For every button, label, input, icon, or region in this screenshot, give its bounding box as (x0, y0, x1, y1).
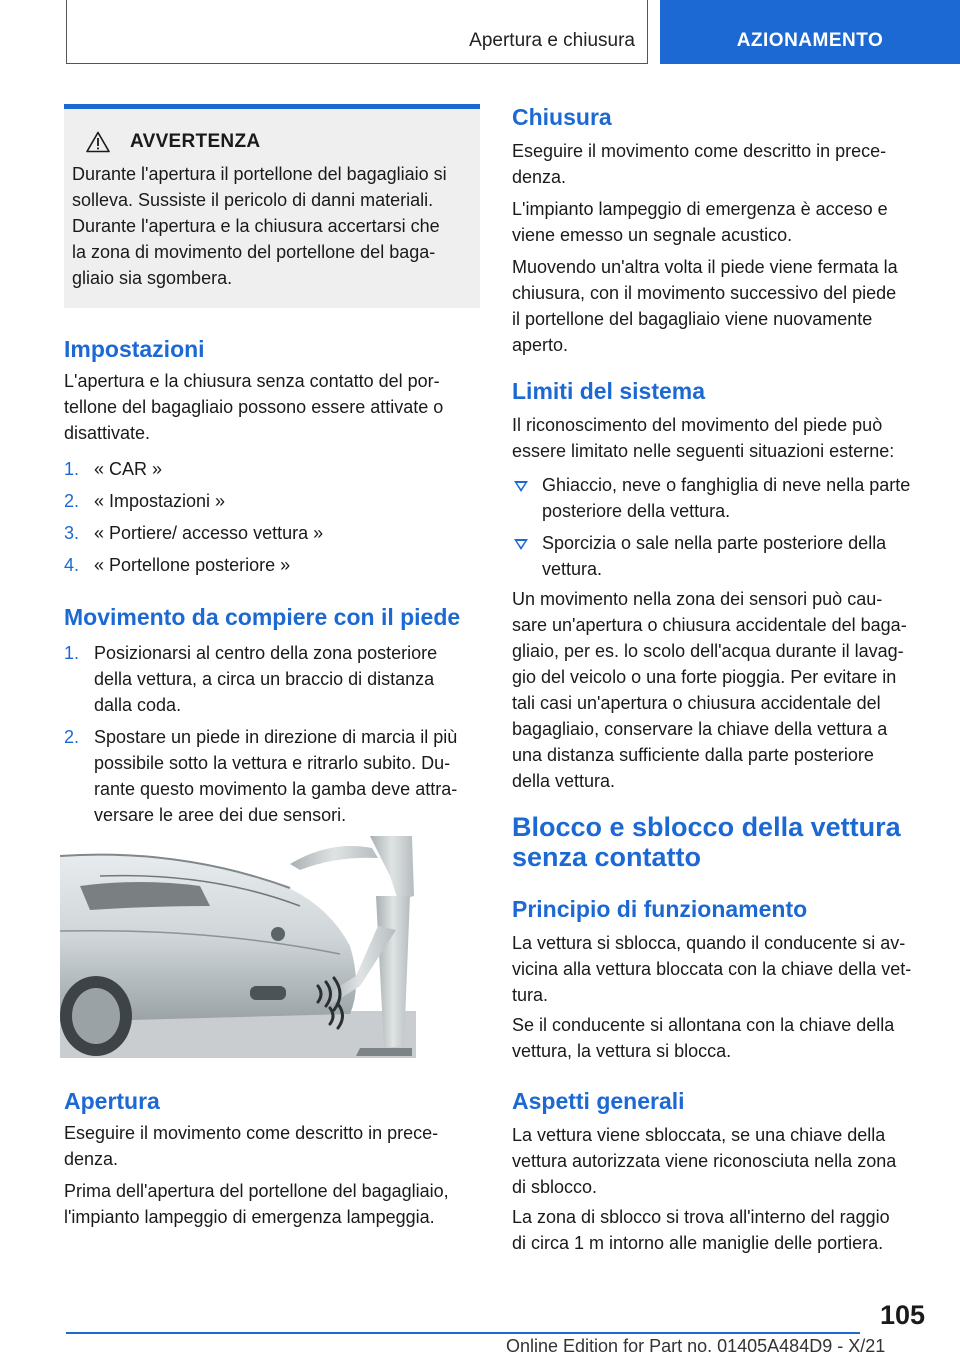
header-section-title: Apertura e chiusura (469, 30, 635, 51)
list-item (64, 552, 480, 578)
list-item (64, 640, 480, 718)
text-line: Eseguire il movimento come descritto in prece- (64, 1123, 439, 1143)
heading-impostazioni: Impostazioni (64, 336, 205, 362)
text-line: La vettura si sblocca, quando il conducente si av- (512, 933, 906, 953)
text-line: bagagliaio, conservare la chiave della vettura a (512, 719, 888, 739)
limits-bullet-list (512, 472, 928, 582)
paragraph-aspetti-1 (512, 1122, 928, 1200)
text-line: Eseguire il movimento come descritto in prece- (512, 141, 887, 161)
step-text: « Impostazioni » (94, 491, 226, 511)
paragraph-chiusura-2 (512, 196, 928, 248)
paragraph-principio-1 (512, 930, 928, 1008)
kick-sensor-illustration (60, 836, 416, 1058)
step-number: 1. (64, 643, 80, 663)
settings-steps-list (64, 456, 480, 578)
list-item (64, 520, 480, 546)
text-line: La vettura viene sbloccata, se una chiave della (512, 1125, 886, 1145)
warning-header (86, 131, 468, 153)
text-line: Posizionarsi al centro della zona posteriore (94, 643, 438, 663)
text-line: Sporcizia o sale nella parte posteriore della (542, 533, 887, 553)
warning-line: la zona di movimento del portellone del baga- (72, 242, 436, 262)
text-line: Un movimento nella zona dei sensori può cau- (512, 589, 883, 609)
paragraph-limiti-2 (512, 586, 928, 794)
warning-box (64, 104, 480, 308)
step-text: « Portiere/ accesso vettura » (94, 523, 324, 543)
text-line: aperto. (512, 335, 569, 355)
list-item (512, 530, 928, 582)
text-line: l'impianto lampeggio di emergenza lampeggia. (64, 1207, 435, 1227)
paragraph-impostazioni (64, 368, 480, 446)
text-line: sare un'apertura o chiusura accidentale del baga- (512, 615, 907, 635)
text-line: La zona di sblocco si trova all'interno del raggio (512, 1207, 890, 1227)
text-line: gio del veicolo o una forte pioggia. Per evitare in (512, 667, 897, 687)
text-line: dalla coda. (94, 695, 182, 715)
bullet-triangle-icon (514, 481, 528, 492)
step-number: 3. (64, 523, 80, 543)
paragraph-principio-2 (512, 1012, 928, 1064)
heading-chiusura: Chiusura (512, 104, 612, 130)
warning-line: solleva. Sussiste il pericolo di danni materiali. (72, 190, 434, 210)
text-line: possibile sotto la vettura e ritrarlo subito. Du- (94, 753, 451, 773)
step-number: 2. (64, 491, 80, 511)
list-item (512, 472, 928, 524)
text-line: una distanza sufficiente dalla parte posteriore (512, 745, 874, 765)
warning-text (72, 161, 468, 291)
text-line: vettura, la vettura si blocca. (512, 1041, 732, 1061)
heading-movimento: Movimento da compiere con il piede (64, 604, 461, 630)
text-line: L'apertura e la chiusura senza contatto del por- (64, 371, 440, 391)
header-section (66, 0, 648, 64)
header-chapter-tab (660, 0, 960, 64)
text-line: della vettura. (512, 771, 616, 791)
header-chapter-title: AZIONAMENTO (736, 30, 884, 51)
text-line: versare le aree dei due sensori. (94, 805, 347, 825)
list-item (64, 488, 480, 514)
text-line: viene emesso un segnale acustico. (512, 225, 793, 245)
text-line: tura. (512, 985, 549, 1005)
paragraph-aspetti-2 (512, 1204, 928, 1256)
text-line: il portellone del bagagliaio viene nuovamente (512, 309, 873, 329)
heading-line: senza contatto (512, 842, 702, 872)
text-line: vettura autorizzata viene riconosciuta nella zona (512, 1151, 897, 1171)
text-line: di sblocco. (512, 1177, 598, 1197)
paragraph-chiusura-3 (512, 254, 928, 358)
heading-aspetti: Aspetti generali (512, 1088, 685, 1114)
foot-movement-steps-list (64, 640, 480, 828)
step-text: « Portellone posteriore » (94, 555, 291, 575)
text-line: disattivate. (64, 423, 151, 443)
page-number: 105 (880, 1300, 926, 1330)
warning-line: Durante l'apertura il portellone del bagagliaio si (72, 164, 447, 184)
warning-line: gliaio sia sgombera. (72, 268, 233, 288)
warning-triangle-icon (86, 131, 110, 153)
step-text: « CAR » (94, 459, 163, 479)
text-line: di circa 1 m intorno alle maniglie delle portiera. (512, 1233, 884, 1253)
paragraph-apertura-1 (64, 1120, 480, 1172)
text-line: rante questo movimento la gamba deve attra- (94, 779, 458, 799)
text-line: chiusura, con il movimento successivo del piede (512, 283, 897, 303)
text-line: Se il conducente si allontana con la chiave della (512, 1015, 895, 1035)
paragraph-apertura-2 (64, 1178, 480, 1230)
text-line: Spostare un piede in direzione di marcia il più (94, 727, 458, 747)
text-line: tellone del bagagliaio possono essere attivate o (64, 397, 444, 417)
text-line: vicina alla vettura bloccata con la chiave della vet- (512, 959, 912, 979)
footer-edition: Online Edition for Part no. 01405A484D9 - X/21 (506, 1336, 886, 1356)
warning-title: AVVERTENZA (130, 131, 261, 152)
text-line: tali casi un'apertura o chiusura accidentale del (512, 693, 881, 713)
paragraph-limiti-1 (512, 412, 928, 464)
text-line: Il riconoscimento del movimento del piede può (512, 415, 883, 435)
text-line: gliaio, per es. lo scolo dell'acqua durante il lavag- (512, 641, 904, 661)
text-line: Muovendo un'altra volta il piede viene fermata la (512, 257, 898, 277)
footer-divider (66, 1332, 860, 1334)
text-line: essere limitato nelle seguenti situazioni esterne: (512, 441, 895, 461)
text-line: Ghiaccio, neve o fanghiglia di neve nella parte (542, 475, 911, 495)
text-line: Prima dell'apertura del portellone del bagagliaio, (64, 1181, 449, 1201)
text-line: della vettura, a circa un braccio di distanza (94, 669, 435, 689)
text-line: L'impianto lampeggio di emergenza è acceso e (512, 199, 888, 219)
warning-line: Durante l'apertura e la chiusura accertarsi che (72, 216, 440, 236)
list-item (64, 724, 480, 828)
step-number: 2. (64, 727, 80, 747)
text-line: posteriore della vettura. (542, 501, 731, 521)
text-line: vettura. (542, 559, 603, 579)
heading-blocco (512, 812, 901, 872)
step-number: 1. (64, 459, 80, 479)
heading-apertura: Apertura (64, 1088, 160, 1114)
step-number: 4. (64, 555, 80, 575)
text-line: denza. (512, 167, 567, 187)
text-line: denza. (64, 1149, 119, 1169)
list-item (64, 456, 480, 482)
heading-principio: Principio di funzionamento (512, 896, 808, 922)
paragraph-chiusura-1 (512, 138, 928, 190)
bullet-triangle-icon (514, 539, 528, 550)
heading-line: Blocco e sblocco della vettura (512, 812, 901, 842)
heading-limiti: Limiti del sistema (512, 378, 706, 404)
